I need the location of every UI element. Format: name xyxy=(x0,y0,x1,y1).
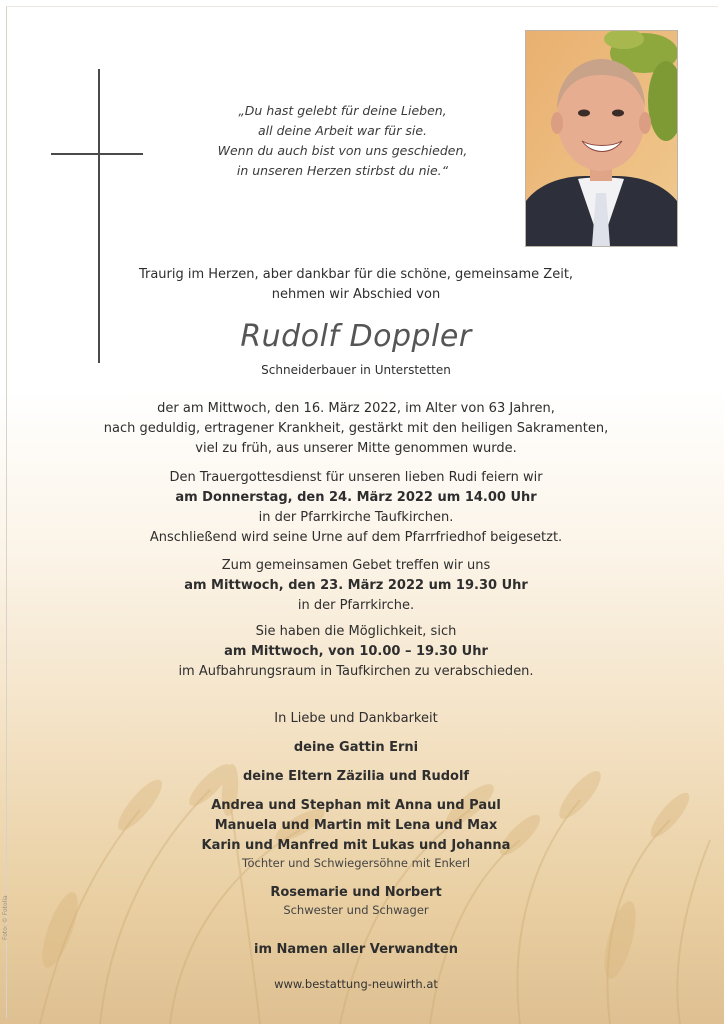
prayer-line: Zum gemeinsamen Gebet treffen wir uns xyxy=(221,558,491,573)
prayer-date: am Mittwoch, den 23. März 2022 um 19.30 Uhr xyxy=(184,578,528,593)
portrait-photo xyxy=(525,30,678,247)
mourner-children xyxy=(0,796,712,856)
funeral-date: am Donnerstag, den 24. März 2022 um 14.00 Uhr xyxy=(175,490,537,505)
funeral-home-website: www.bestattung-neuwirth.at xyxy=(274,977,438,991)
mourner-family: Andrea und Stephan mit Anna und Paul xyxy=(211,798,501,813)
funeral-line: Anschließend wird seine Urne auf dem Pfarrfriedhof beigesetzt. xyxy=(149,530,563,545)
intro-line: Traurig im Herzen, aber dankbar für die schöne, gemeinsame Zeit, xyxy=(138,267,574,282)
mourner-family: Manuela und Martin mit Lena und Max xyxy=(214,818,498,833)
intro-line: nehmen wir Abschied von xyxy=(271,287,441,302)
quote-line: Wenn du auch bist von uns geschieden, xyxy=(217,143,468,158)
viewing-line: im Aufbahrungsraum in Taufkirchen zu verabschieden. xyxy=(178,664,534,679)
prayer-section xyxy=(0,556,712,616)
deceased-name: Rudolf Doppler xyxy=(240,319,472,354)
children-caption: Töchter und Schwiegersöhne mit Enkerl xyxy=(241,856,471,870)
viewing-section xyxy=(0,622,712,682)
cross-horizontal-bar xyxy=(51,153,143,155)
viewing-time: am Mittwoch, von 10.00 – 19.30 Uhr xyxy=(224,644,488,659)
mourners-intro: In Liebe und Dankbarkeit xyxy=(274,711,438,726)
prayer-line: in der Pfarrkirche. xyxy=(297,598,415,613)
quote-line: in unseren Herzen stirbst du nie.“ xyxy=(236,163,449,178)
death-notice-line: der am Mittwoch, den 16. März 2022, im Alter von 63 Jahren, xyxy=(157,401,555,416)
viewing-line: Sie haben die Möglichkeit, sich xyxy=(255,624,457,639)
mourner-parents: deine Eltern Zäzilia und Rudolf xyxy=(242,769,470,784)
quote-line: „Du hast gelebt für deine Lieben, xyxy=(238,103,447,118)
funeral-line: in der Pfarrkirche Taufkirchen. xyxy=(258,510,454,525)
mourner-family: Karin und Manfred mit Lukas und Johanna xyxy=(201,838,511,853)
funeral-section xyxy=(0,468,712,548)
mourner-siblings: Rosemarie und Norbert xyxy=(270,885,442,900)
memorial-quote xyxy=(200,101,485,181)
photo-credit: Foto: © Fotolia xyxy=(2,895,9,940)
death-notice-line: viel zu früh, aus unserer Mitte genommen wurde. xyxy=(195,441,517,456)
mourner-relatives: im Namen aller Verwandten xyxy=(254,942,458,957)
intro-text xyxy=(0,265,712,305)
siblings-caption: Schwester und Schwager xyxy=(283,903,429,917)
deceased-subtitle: Schneiderbauer in Unterstetten xyxy=(261,363,451,377)
mourner-wife: deine Gattin Erni xyxy=(293,740,419,755)
death-notice xyxy=(0,399,712,459)
death-notice-line: nach geduldig, ertragener Krankheit, gestärkt mit den heiligen Sakramenten, xyxy=(103,421,609,436)
quote-line: all deine Arbeit war für sie. xyxy=(257,123,427,138)
funeral-line: Den Trauergottesdienst für unseren lieben Rudi feiern wir xyxy=(169,470,543,485)
